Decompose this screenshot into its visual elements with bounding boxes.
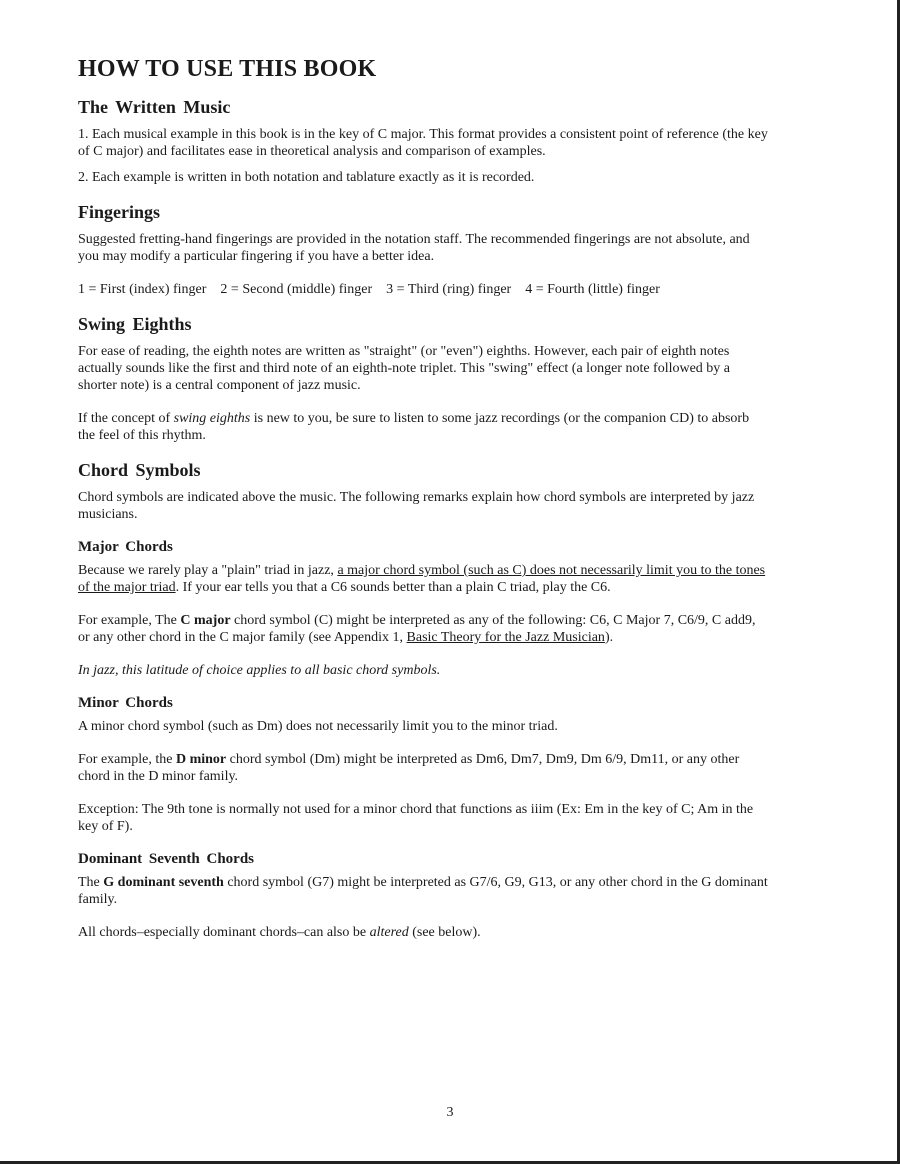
paragraph	[78, 562, 768, 596]
text-run: is new to you, be sure to listen to some jazz recordings (or the companion CD) to absorb the feel of this rhythm.	[78, 411, 750, 443]
paragraph	[78, 751, 768, 785]
text-run: (see below).	[408, 925, 481, 940]
section-heading-fingerings: Fingerings	[78, 202, 161, 222]
section-heading-swing-eighths: Swing Eighths	[78, 314, 192, 334]
page-title: HOW TO USE THIS BOOK	[78, 56, 377, 82]
emphasis-text: swing eighths	[173, 411, 251, 426]
emphasis-text: altered	[369, 925, 409, 940]
paragraph: A minor chord symbol (such as Dm) does not necessarily limit you to the minor triad.	[78, 719, 558, 734]
paragraph	[78, 874, 768, 908]
paragraph: Chord symbols are indicated above the music. The following remarks explain how chord symbols are interpreted by jazz musicians.	[78, 490, 755, 522]
underlined-text: Basic Theory for the Jazz Musician	[406, 630, 605, 645]
text-run: . If your ear tells you that a C6 sounds better than a plain C triad, play the C6.	[175, 580, 611, 595]
text-run: For example, The	[78, 613, 181, 628]
paragraph: For ease of reading, the eighth notes are written as "straight" (or "even") eighths. However, each pair of eighth notes actually sounds like the first and third note of an eighth-note triplet. This "swing" effect (a longer note followed by a shorter note) is a central component of jazz music.	[78, 344, 731, 393]
underlined-text: a major chord symbol (such as C) does not necessarily limit you to the tones of the major triad	[78, 563, 766, 595]
page-content	[78, 56, 768, 957]
text-run: Because we rarely play a "plain" triad in jazz,	[78, 563, 338, 578]
page-number: 3	[446, 1105, 454, 1120]
bold-text: G dominant seventh	[103, 875, 224, 890]
text-run: chord symbol (Dm) might be interpreted as Dm6, Dm7, Dm9, Dm 6/9, Dm11, or any other chord in the D minor family.	[78, 752, 740, 784]
text-run: All chords–especially dominant chords–can also be	[78, 925, 370, 940]
emphasis-text: In jazz, this latitude of choice applies to all basic chord symbols.	[78, 663, 441, 678]
text-run: For example, the	[78, 752, 176, 767]
subheading-minor-chords: Minor Chords	[78, 695, 173, 711]
paragraph	[78, 410, 768, 444]
paragraph: 2. Each example is written in both notation and tablature exactly as it is recorded.	[78, 170, 535, 185]
section-heading-chord-symbols: Chord Symbols	[78, 460, 201, 480]
paragraph: 1. Each musical example in this book is in the key of C major. This format provides a consistent point of reference (the key of C major) and facilitates ease in theoretical analysis and comparison of examples.	[78, 127, 768, 159]
paragraph: Exception: The 9th tone is normally not used for a minor chord that functions as iiim (Ex: Em in the key of C; Am in the key of F).	[78, 802, 754, 834]
bold-text: D minor	[175, 752, 227, 767]
text-run: chord symbol (C) might be interpreted as any of the following: C6, C Major 7, C6/9, C add9, or any other chord in the C major family (see Appendix 1,	[78, 613, 756, 645]
text-run: chord symbol (G7) might be interpreted as G7/6, G9, G13, or any other chord in the G dominant family.	[78, 875, 768, 907]
subheading-dominant-seventh-chords: Dominant Seventh Chords	[78, 851, 255, 867]
text-run: If the concept of	[78, 411, 174, 426]
bold-text: C major	[180, 613, 231, 628]
fingering-list: 1 = First (index) finger 2 = Second (middle) finger 3 = Third (ring) finger 4 = Fourth (little) finger	[78, 282, 660, 297]
paragraph	[78, 612, 768, 646]
paragraph: Suggested fretting-hand fingerings are provided in the notation staff. The recommended fingerings are not absolute, and you may modify a particular fingering if you have a better idea.	[78, 232, 750, 264]
paragraph	[78, 662, 768, 679]
paragraph	[78, 924, 768, 941]
text-run: The	[78, 875, 104, 890]
section-heading-written-music: The Written Music	[78, 97, 231, 117]
text-run: ).	[604, 630, 614, 645]
subheading-major-chords: Major Chords	[78, 539, 173, 555]
